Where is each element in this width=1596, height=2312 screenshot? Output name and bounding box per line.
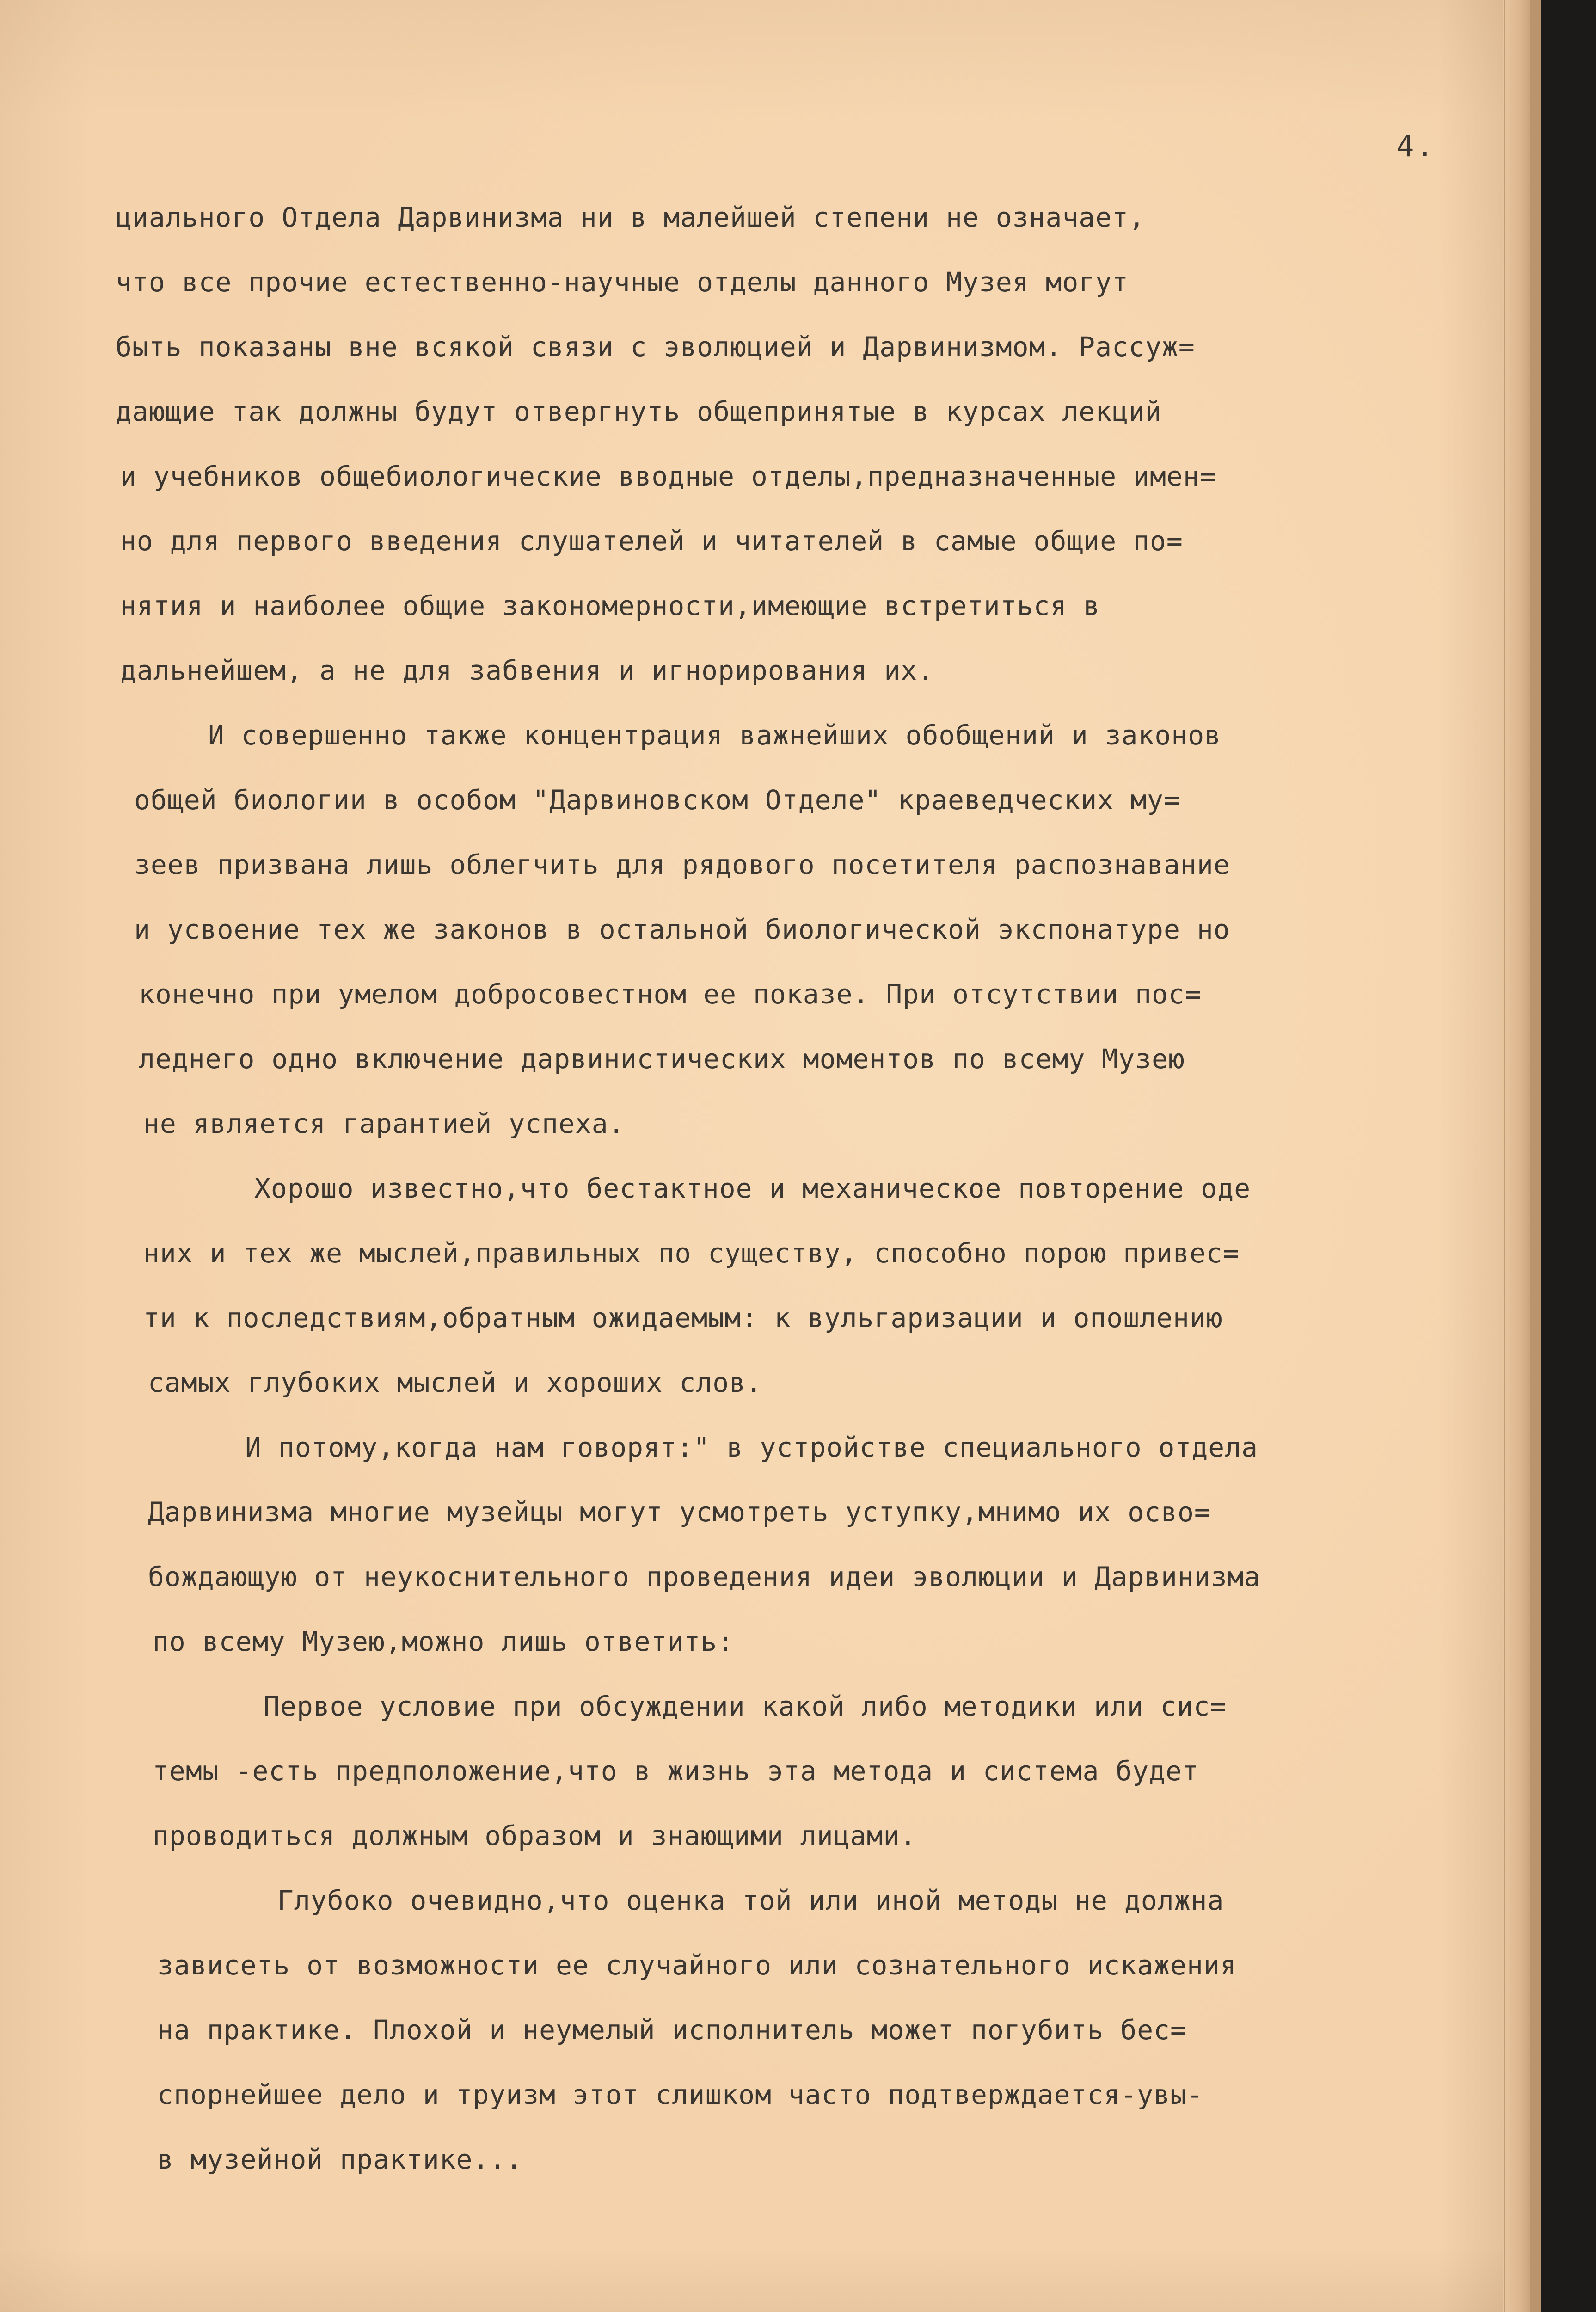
text-line: дальнейшем, а не для забвения и игнорирования их. [120,655,934,686]
stacked-page-edge [1503,0,1530,2312]
text-line: самых глубоких мыслей и хороших слов. [148,1367,763,1398]
text-line: общей биологии в особом "Дарвиновском Отделе" краеведческих му= [134,784,1180,816]
text-line: леднего одно включение дарвинистических моментов по всему Музею [139,1043,1185,1075]
stacked-page-edge-dark [1530,0,1541,2312]
text-line: на практике. Плохой и неумелый исполнитель может погубить бес= [157,2014,1187,2046]
page-number: 4. [1396,129,1436,164]
text-line: и учебников общебиологические вводные отделы,предназначенные имен= [120,461,1216,492]
text-line: Хорошо известно,что бестактное и механическое повторение оде [254,1173,1251,1204]
text-line: Первое условие при обсуждении какой либо методики или сис= [264,1691,1227,1722]
text-line: бождающую от неукоснительного проведения идеи эволюции и Дарвинизма [148,1561,1261,1593]
document-body [116,185,1503,2192]
text-line: по всему Музею,можно лишь ответить: [153,1626,734,1657]
text-line: темы -есть предположение,что в жизнь эта метода и система будет [153,1755,1199,1787]
page-edge-line [1504,0,1505,2312]
text-line: и усвоение тех же законов в остальной биологической экспонатуре но [134,914,1230,945]
text-line: дающие так должны будут отвергнуть общепринятые в курсах лекций [116,396,1162,427]
text-line: не является гарантией успеха. [143,1108,625,1139]
text-line: ти к последствиям,обратным ожидаемым: к вульгаризации и опошлению [143,1302,1223,1334]
text-line: проводиться должным образом и знающими лицами. [153,1820,917,1851]
text-line: конечно при умелом добросовестном ее показе. При отсутствии пос= [139,978,1202,1010]
text-line: И потому,когда нам говорят:" в устройстве специального отдела [245,1432,1258,1463]
text-line: Дарвинизма многие музейцы могут усмотреть уступку,мнимо их осво= [148,1496,1211,1528]
text-line: зависеть от возможности ее случайного или сознательного искажения [157,1949,1237,1981]
text-line: быть показаны вне всякой связи с эволюцией и Дарвинизмом. Рассуж= [116,331,1195,363]
text-line: зеев призвана лишь облегчить для рядового посетителя распознавание [134,849,1230,880]
text-line: Глубоко очевидно,что оценка той или иной методы не должна [277,1885,1224,1916]
text-line: но для первого введения слушателей и читателей в самые общие по= [120,525,1183,557]
text-line: нятия и наиболее общие закономерности,имеющие встретиться в [120,590,1100,621]
text-line: них и тех же мыслей,правильных по существу, способно порою привес= [143,1237,1240,1269]
text-line: что все прочие естественно-научные отделы данного Музея могут [116,266,1129,298]
text-line: спорнейшее дело и труизм этот слишком часто подтверждается-увы- [157,2079,1203,2110]
text-line: циального Отдела Дарвинизма ни в малейшей степени не означает, [116,202,1145,233]
text-line: И совершенно также концентрация важнейших обобщений и законов [208,719,1222,751]
text-line: в музейной практике... [157,2144,523,2175]
